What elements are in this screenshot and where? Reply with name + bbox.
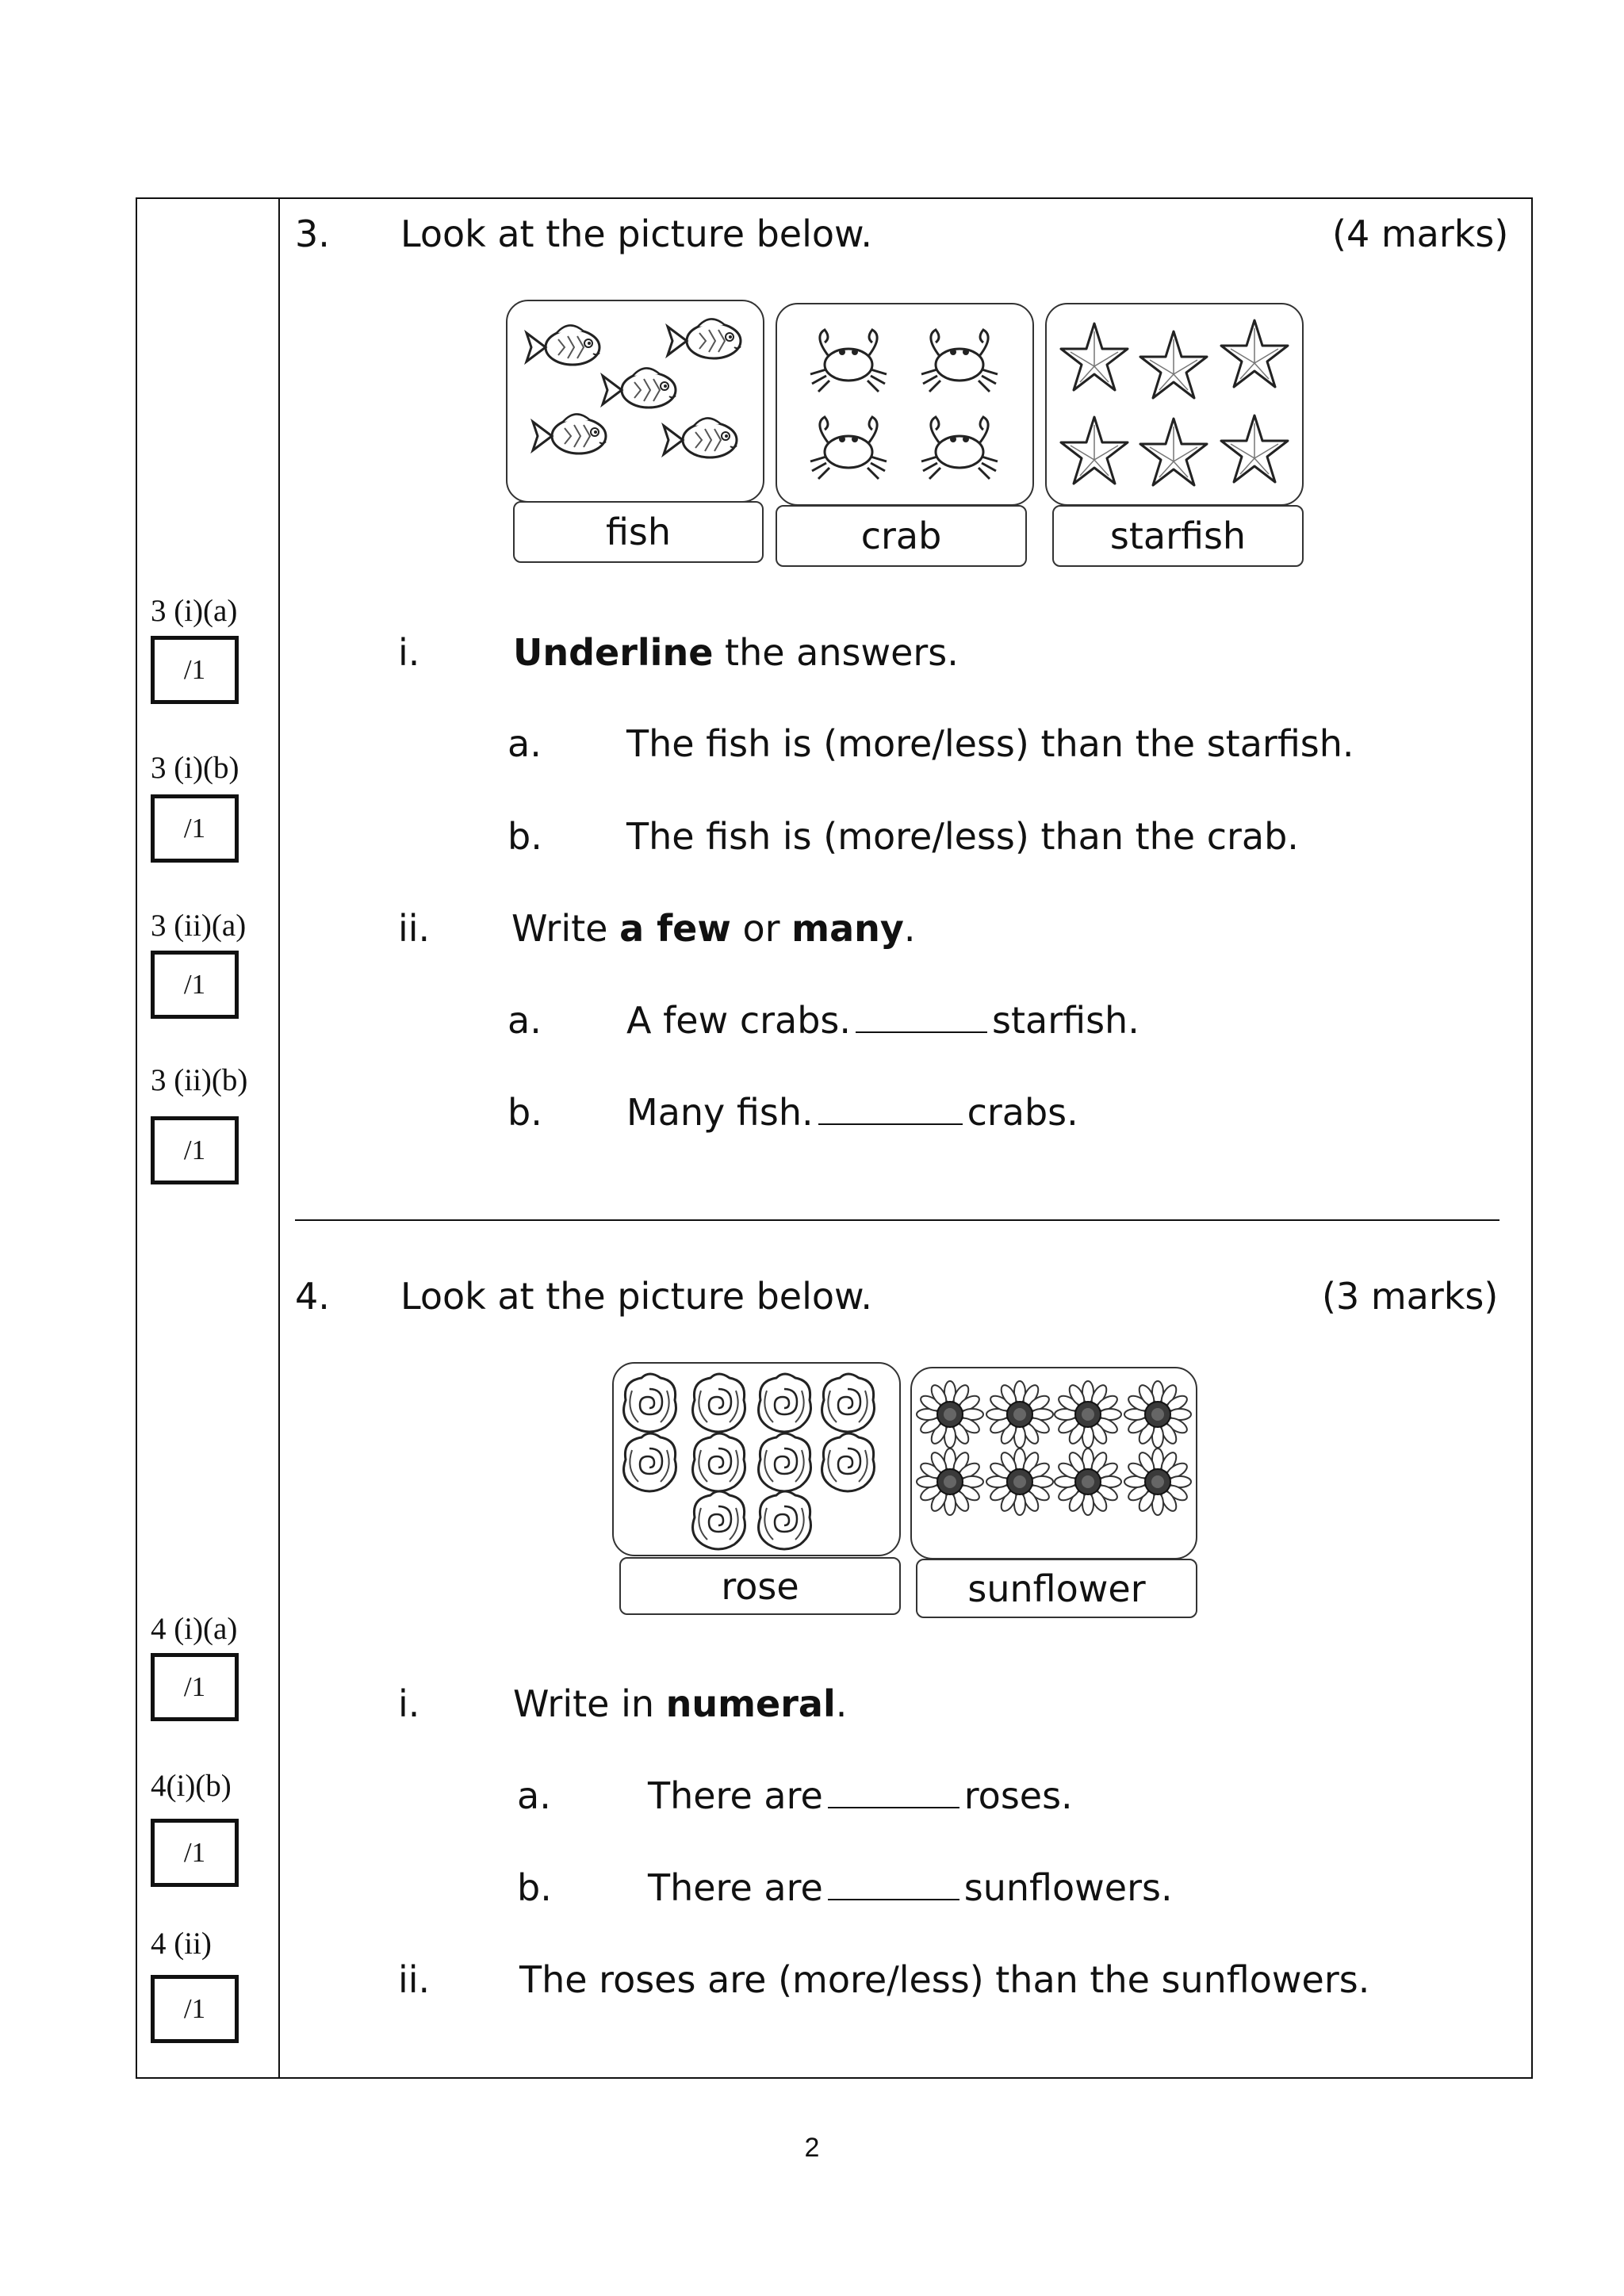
q3-ii-a-line [626,999,1139,1042]
q3-i-numeral: i. [398,631,420,674]
q4-number: 4. [295,1275,330,1318]
q3-prompt: Look at the picture below. [400,212,873,255]
q3-ii-b-post: crabs. [967,1091,1078,1134]
starfish-label: starfish [1052,505,1304,567]
crab-picture-panel [776,303,1034,506]
rose-illustration [614,1364,902,1558]
fish-illustration [508,301,766,504]
crab-label: crab [776,505,1027,567]
margin-label-4ib: 4(i)(b) [151,1769,232,1803]
answer-blank-3iia[interactable] [856,1030,987,1033]
margin-label-3iia: 3 (ii)(a) [151,909,247,943]
score-box-text: /1 [183,1671,206,1702]
margin-label-3iib: 3 (ii)(b) [151,1063,248,1097]
rose-label: rose [619,1557,901,1615]
starfish-picture-panel [1045,303,1304,506]
q4-i-a-post: roses. [963,1774,1073,1817]
q3-ii-w2: or [730,907,792,950]
q3-i-bold-word: Underline [513,631,714,674]
sunflower-picture-panel [910,1367,1197,1559]
answer-blank-4ib[interactable] [828,1897,959,1900]
margin-label-4ia: 4 (i)(a) [151,1612,238,1646]
q3-i-b-text: The fish is (more/less) than the crab. [626,815,1299,858]
margin-label-4ii: 4 (ii) [151,1927,212,1961]
score-box-3ib [151,794,239,863]
q4-i-w1: Write in [513,1682,666,1725]
score-box-text: /1 [183,654,206,685]
margin-column-divider [278,197,280,2079]
q3-ii-a-letter: a. [508,999,542,1042]
q4-marks: (3 marks) [1322,1275,1499,1318]
answer-blank-4ia[interactable] [828,1805,959,1808]
q3-ii-b-pre: Many fish. [626,1091,814,1134]
q4-prompt: Look at the picture below. [400,1275,873,1318]
rose-picture-panel [612,1362,901,1556]
sunflower-label: sunflower [916,1559,1197,1618]
q4-i-b-post: sunflowers. [963,1866,1173,1909]
score-box-text: /1 [183,1135,206,1165]
q3-i-instruction [513,631,959,674]
q3-ii-w1: Write [511,907,620,950]
q3-ii-numeral: ii. [398,907,431,950]
q3-i-a-text: The fish is (more/less) than the starfish. [626,722,1354,765]
q4-i-b-pre: There are [648,1866,823,1909]
score-box-text: /1 [183,1837,206,1868]
q3-i-a-letter: a. [508,722,542,765]
q3-i-rest: the answers. [713,631,959,674]
q4-i-a-pre: There are [648,1774,823,1817]
page-number: 2 [804,2133,820,2163]
score-box-4ia [151,1653,239,1721]
q4-i-a-letter: a. [517,1774,551,1817]
q4-i-bold-numeral: numeral [665,1682,836,1725]
starfish-illustration [1047,304,1305,507]
q4-i-w2: . [835,1682,848,1725]
q3-marks: (4 marks) [1332,212,1509,255]
q3-ii-a-post: starfish. [992,999,1139,1042]
margin-label-3ia: 3 (i)(a) [151,594,238,628]
q4-i-numeral: i. [398,1682,420,1725]
q4-ii-text: The roses are (more/less) than the sunflowers. [519,1958,1370,2001]
q3-number: 3. [295,212,330,255]
score-box-3iia [151,951,239,1019]
q3-i-b-letter: b. [508,815,542,858]
q4-i-b-line [648,1866,1173,1909]
score-box-3ia [151,636,239,704]
q4-i-instruction [513,1682,848,1725]
crab-illustration [777,304,1036,507]
q3-ii-w3: . [903,907,916,950]
score-box-3iib [151,1116,239,1184]
q4-i-b-letter: b. [517,1866,552,1909]
q3-ii-b-line [626,1091,1078,1134]
fish-picture-panel [506,300,764,503]
section-divider [295,1219,1500,1221]
q4-i-a-line [648,1774,1073,1817]
fish-label: fish [513,501,764,563]
score-box-4ib [151,1819,239,1887]
score-box-text: /1 [183,1993,206,2024]
answer-blank-3iib[interactable] [818,1122,963,1125]
score-box-4ii [151,1975,239,2043]
q4-ii-numeral: ii. [398,1958,431,2001]
score-box-text: /1 [183,813,206,844]
q3-ii-instruction [511,907,916,950]
margin-label-3ib: 3 (i)(b) [151,751,239,785]
q3-ii-a-pre: A few crabs. [626,999,852,1042]
sunflower-illustration [912,1368,1199,1561]
q3-ii-b-letter: b. [508,1091,542,1134]
q3-ii-bold-many: many [791,907,904,950]
q3-ii-bold-a-few: a few [619,907,731,950]
score-box-text: /1 [183,969,206,1000]
